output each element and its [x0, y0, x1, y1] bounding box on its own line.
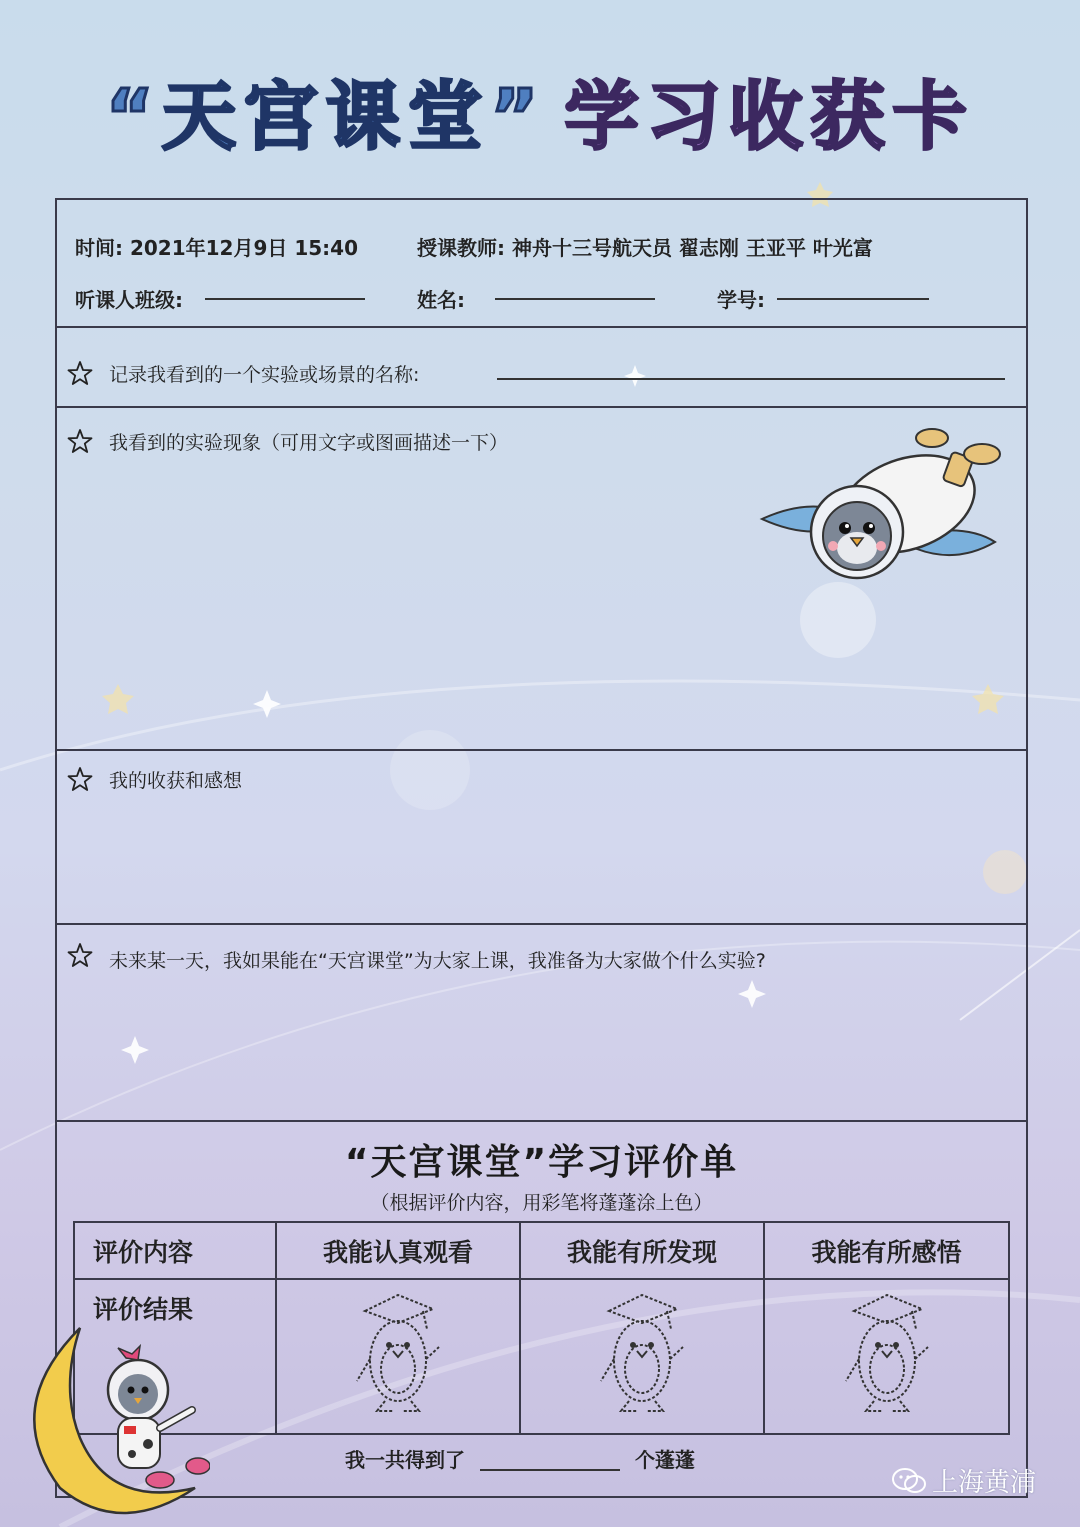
future-experiment-answer-area[interactable] [109, 980, 989, 1110]
evaluation-subtitle: （根据评价内容，用彩笔将蓬蓬涂上色） [370, 1192, 713, 1214]
divider [57, 923, 1026, 925]
moon-penguin-illustration [20, 1318, 210, 1518]
wechat-watermark [892, 1462, 1036, 1499]
result-label: 评价结果 [74, 1279, 276, 1434]
phenomenon-answer-area[interactable] [109, 462, 749, 742]
result-discover-cell[interactable] [520, 1279, 764, 1434]
question-phenomenon: 我看到的实验现象（可用文字或图画描述一下） [109, 432, 509, 454]
evaluation-title: “天宫课堂”学习评价单 [344, 1142, 739, 1183]
header-insight: 我能有所感悟 [764, 1222, 1009, 1279]
wechat-icon [892, 1467, 926, 1495]
name-field[interactable] [495, 298, 655, 300]
title-part-card: 学习收获卡 [564, 74, 975, 160]
divider [57, 1120, 1026, 1122]
penguin-outline-icon[interactable] [842, 1289, 932, 1419]
penguin-outline-icon[interactable] [353, 1289, 443, 1419]
evaluation-table [73, 1221, 1010, 1435]
watermark-text: 上海黄浦 [932, 1468, 1037, 1498]
lesson-teachers: 授课教师: 神舟十三号航天员 翟志刚 王亚平 叶光富 [417, 236, 873, 260]
divider [57, 326, 1026, 328]
star-outline-icon [67, 766, 93, 792]
title-part-course: “天宫课堂” [105, 74, 547, 160]
penguin-outline-icon[interactable] [597, 1289, 687, 1419]
page-title [0, 58, 1080, 158]
student-id-label: 学号: [717, 288, 765, 312]
lesson-time: 时间: 2021年12月9日 15:40 [75, 236, 358, 260]
header-watch: 我能认真观看 [276, 1222, 520, 1279]
evaluation-header-row [74, 1222, 1009, 1279]
star-outline-icon [67, 428, 93, 454]
header-discover: 我能有所发现 [520, 1222, 764, 1279]
divider [57, 749, 1026, 751]
total-prefix: 我一共得到了 [345, 1448, 465, 1472]
harvest-card [55, 198, 1028, 1498]
experiment-name-field[interactable] [497, 378, 1005, 380]
question-experiment-name: 记录我看到的一个实验或场景的名称: [109, 364, 420, 386]
total-score-field[interactable] [480, 1469, 620, 1471]
name-label: 姓名: [417, 288, 465, 312]
class-field[interactable] [205, 298, 365, 300]
star-outline-icon [67, 360, 93, 386]
astronaut-penguin-illustration [757, 424, 1017, 584]
star-outline-icon [67, 942, 93, 968]
header-content: 评价内容 [74, 1222, 276, 1279]
total-suffix: 个蓬蓬 [634, 1448, 695, 1472]
result-watch-cell[interactable] [276, 1279, 520, 1434]
student-id-field[interactable] [777, 298, 929, 300]
evaluation-result-row [74, 1279, 1009, 1434]
harvest-answer-area[interactable] [109, 800, 989, 910]
divider [57, 406, 1026, 408]
result-insight-cell[interactable] [764, 1279, 1009, 1434]
question-future-experiment: 未来某一天，我如果能在“天宫课堂”为大家上课，我准备为大家做个什么实验? [109, 950, 766, 972]
question-harvest: 我的收获和感想 [109, 770, 243, 792]
class-label: 听课人班级: [75, 288, 183, 312]
total-score-line [345, 1444, 695, 1473]
